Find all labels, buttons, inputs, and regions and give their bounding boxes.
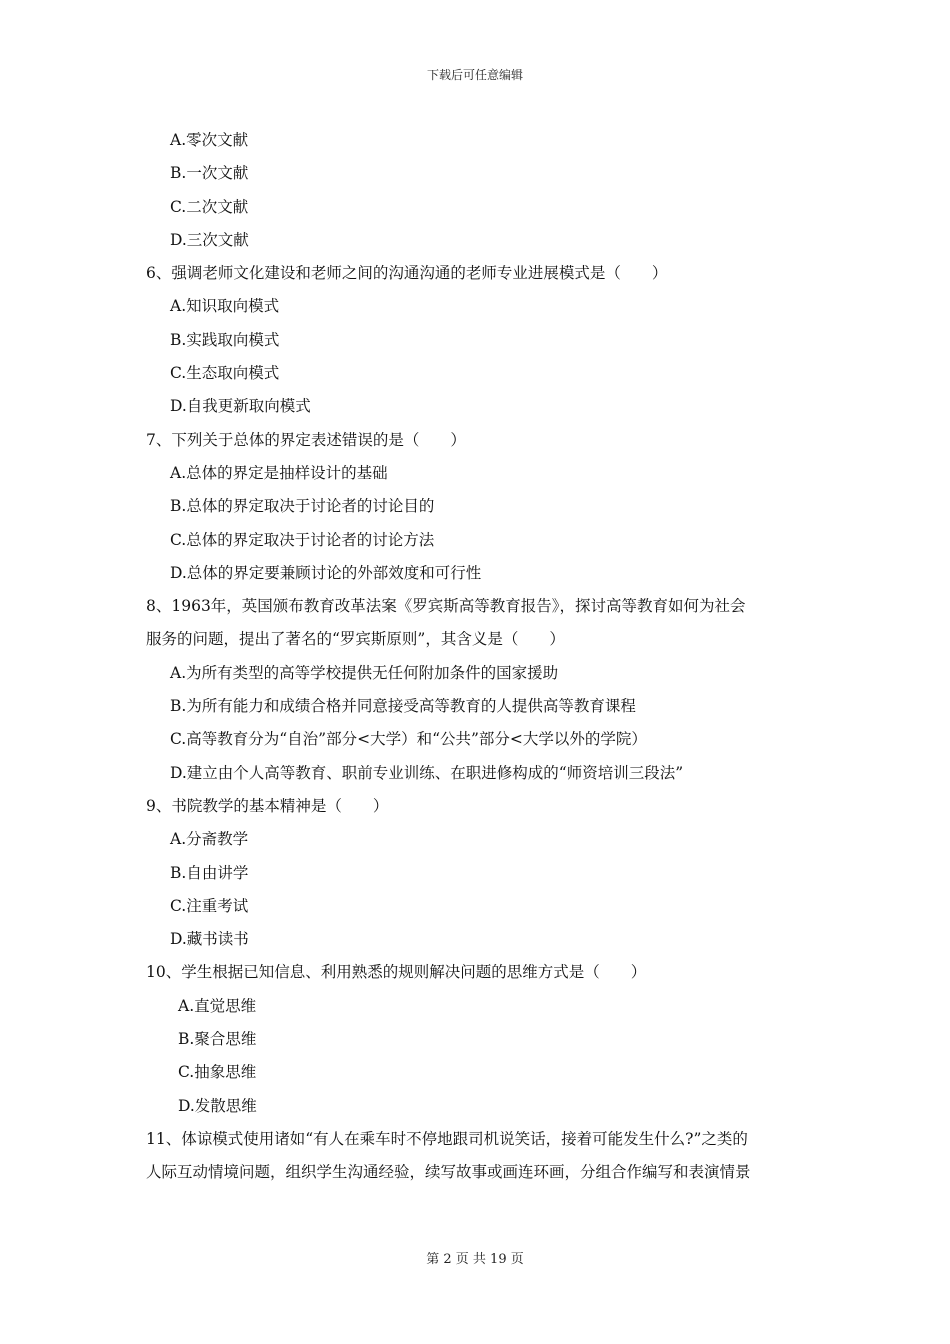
answer-option: C.高等教育分为“自治”部分<大学）和“公共”部分<大学以外的学院） xyxy=(170,730,647,749)
answer-option: B.一次文献 xyxy=(170,164,249,183)
answer-option: B.实践取向模式 xyxy=(170,330,280,349)
question-text: 10、学生根据已知信息、利用熟悉的规则解决问题的思维方式是（ ） xyxy=(146,963,647,982)
answer-option: A.分斋教学 xyxy=(170,830,249,849)
question-text: 服务的问题，提出了著名的“罗宾斯原则”，其含义是（ ） xyxy=(146,630,565,649)
answer-option: D.三次文献 xyxy=(170,230,249,249)
answer-option: D.总体的界定要兼顾讨论的外部效度和可行性 xyxy=(170,563,482,582)
answer-option: B.自由讲学 xyxy=(170,863,249,882)
answer-option: B.总体的界定取决于讨论者的讨论目的 xyxy=(170,497,435,516)
answer-option: A.总体的界定是抽样设计的基础 xyxy=(170,463,388,482)
question-text: 11、体谅模式使用诸如“有人在乘车时不停地跟司机说笑话，接着可能发生什么?”之类的 xyxy=(146,1129,748,1148)
answer-option: A.直觉思维 xyxy=(178,996,257,1015)
answer-option: C.总体的界定取决于讨论者的讨论方法 xyxy=(170,530,435,549)
answer-option: C.二次文献 xyxy=(170,197,249,216)
question-text: 6、强调老师文化建设和老师之间的沟通沟通的老师专业进展模式是（ ） xyxy=(146,264,668,283)
answer-option: C.抽象思维 xyxy=(178,1063,257,1082)
answer-option: B.聚合思维 xyxy=(178,1030,257,1049)
question-text: 7、下列关于总体的界定表述错误的是（ ） xyxy=(146,430,466,449)
answer-option: D.建立由个人高等教育、职前专业训练、在职进修构成的“师资培训三段法” xyxy=(170,763,684,782)
answer-option: D.发散思维 xyxy=(178,1096,257,1115)
document-body xyxy=(146,124,810,1190)
answer-option: B.为所有能力和成绩合格并同意接受高等教育的人提供高等教育课程 xyxy=(170,697,636,716)
question-text: 8、1963年，英国颁布教育改革法案《罗宾斯高等教育报告》，探讨高等教育如何为社会 xyxy=(146,597,746,616)
answer-option: A.零次文献 xyxy=(170,131,249,149)
page-footer: 第 2 页 共 19 页 xyxy=(426,1252,524,1267)
question-text: 9、书院教学的基本精神是（ ） xyxy=(146,796,389,815)
answer-option: D.自我更新取向模式 xyxy=(170,397,311,416)
question-text: 人际互动情境问题，组织学生沟通经验，续写故事或画连环画，分组合作编写和表演情景 xyxy=(146,1163,751,1182)
page-header: 下载后可任意编辑 xyxy=(426,68,523,82)
answer-option: A.知识取向模式 xyxy=(170,297,280,316)
answer-option: C.生态取向模式 xyxy=(170,364,280,383)
answer-option: A.为所有类型的高等学校提供无任何附加条件的国家援助 xyxy=(170,663,559,682)
answer-option: D.藏书读书 xyxy=(170,930,249,949)
answer-option: C.注重考试 xyxy=(170,896,249,915)
